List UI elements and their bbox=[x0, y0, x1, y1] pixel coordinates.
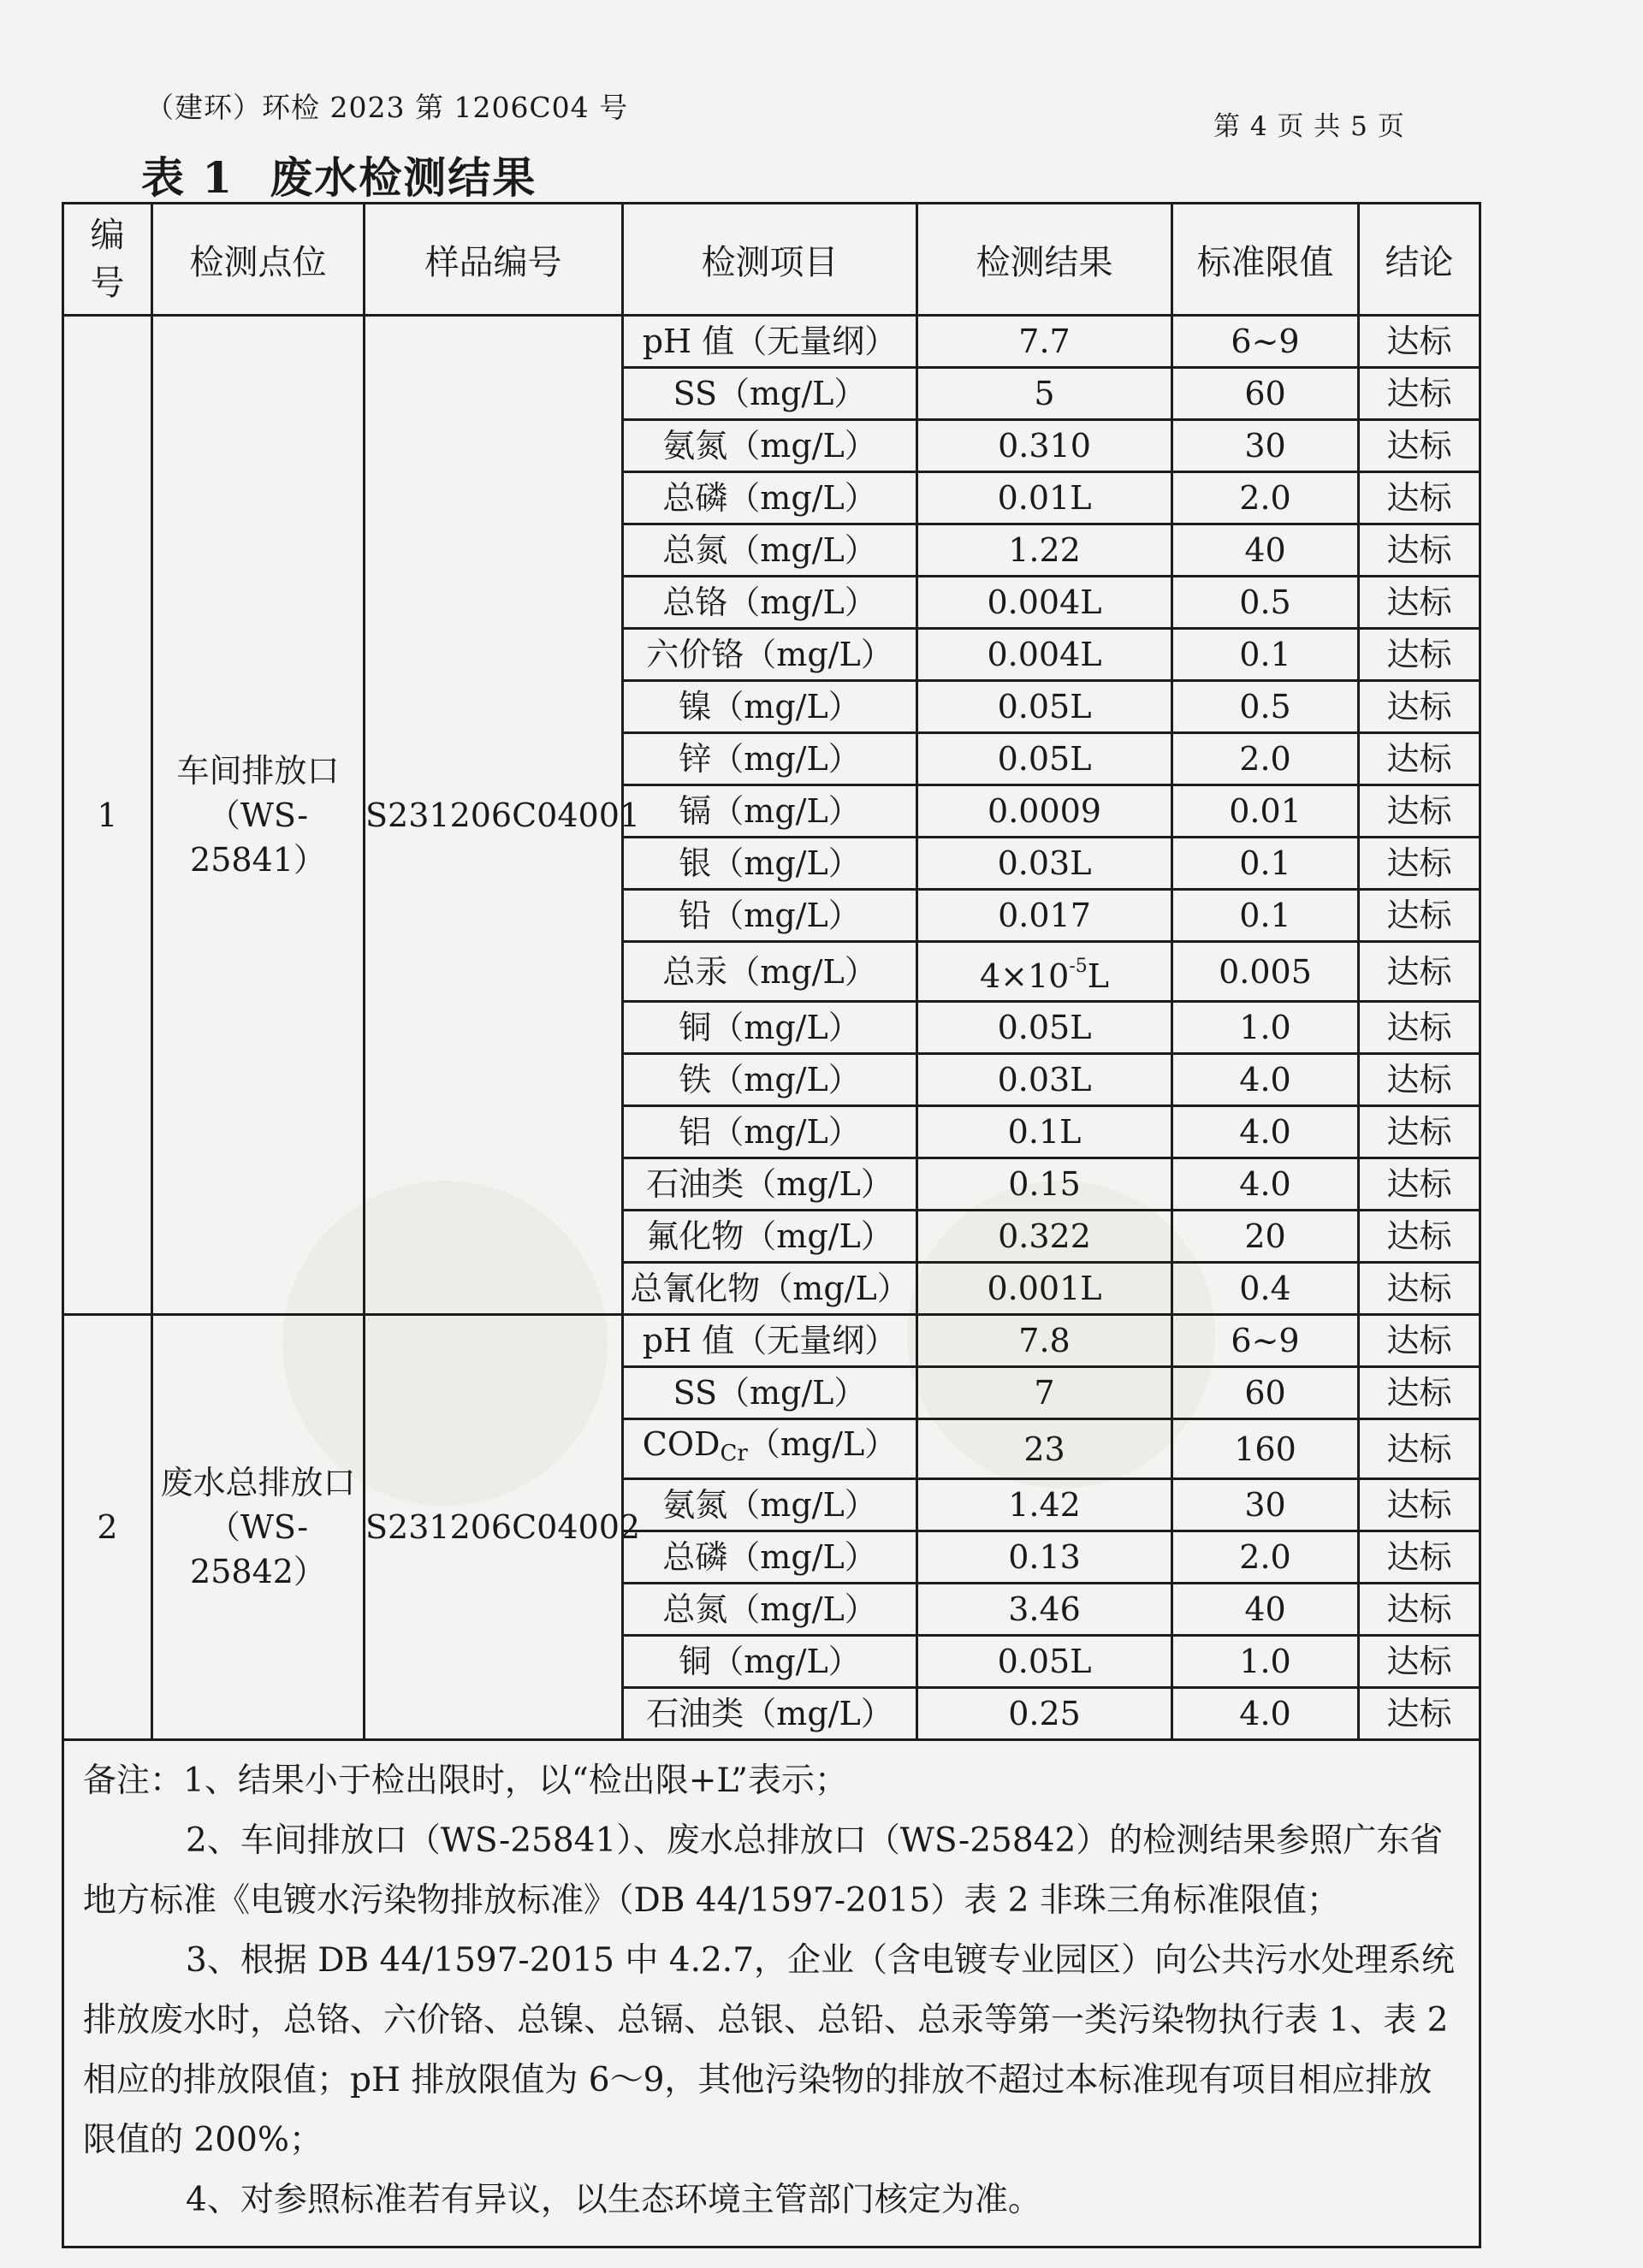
result-suffix: L bbox=[1087, 957, 1110, 995]
standard-limit: 40 bbox=[1172, 524, 1359, 577]
conclusion: 达标 bbox=[1359, 1315, 1480, 1367]
conclusion: 达标 bbox=[1359, 838, 1480, 890]
column-header-no bbox=[63, 204, 152, 316]
test-result: 0.05L bbox=[917, 1002, 1172, 1054]
conclusion: 达标 bbox=[1359, 681, 1480, 733]
standard-limit: 1.0 bbox=[1172, 1002, 1359, 1054]
test-result: 0.05L bbox=[917, 681, 1172, 733]
sample-id: S231206C04001 bbox=[365, 316, 623, 1315]
test-item: 总氮（mg/L） bbox=[623, 524, 917, 577]
test-item: 氟化物（mg/L） bbox=[623, 1211, 917, 1263]
conclusion: 达标 bbox=[1359, 1688, 1480, 1740]
standard-limit: 0.01 bbox=[1172, 785, 1359, 838]
test-item: 总氮（mg/L） bbox=[623, 1584, 917, 1636]
test-item: 铁（mg/L） bbox=[623, 1054, 917, 1106]
conclusion: 达标 bbox=[1359, 942, 1480, 1002]
conclusion: 达标 bbox=[1359, 1106, 1480, 1158]
test-result: 3.46 bbox=[917, 1584, 1172, 1636]
notes-row bbox=[63, 1740, 1480, 2247]
test-item: 铅（mg/L） bbox=[623, 890, 917, 942]
table-row bbox=[63, 1315, 1480, 1367]
test-item: 总铬（mg/L） bbox=[623, 577, 917, 629]
conclusion: 达标 bbox=[1359, 1158, 1480, 1211]
test-item: 银（mg/L） bbox=[623, 838, 917, 890]
column-header-conclusion: 结论 bbox=[1359, 204, 1480, 316]
test-item: SS（mg/L） bbox=[623, 1367, 917, 1419]
standard-limit: 4.0 bbox=[1172, 1688, 1359, 1740]
test-item: 石油类（mg/L） bbox=[623, 1158, 917, 1211]
test-item: 镍（mg/L） bbox=[623, 681, 917, 733]
note-item: 3、根据 DB 44/1597-2015 中 4.2.7，企业（含电镀专业园区）向公共污水处理系统排放废水时，总铬、六价铬、总镍、总镉、总银、总铅、总汞等第一类污染物执行表 1、表 2 相应的排放限值；pH 排放限值为 6～9，其他污染物的排放不超过本标准现有项目相应排放限值的 200%； bbox=[83, 1941, 1456, 2159]
column-header-limit: 标准限值 bbox=[1172, 204, 1359, 316]
conclusion: 达标 bbox=[1359, 733, 1480, 785]
test-result: 7.7 bbox=[917, 316, 1172, 368]
conclusion: 达标 bbox=[1359, 1636, 1480, 1688]
item-main: COD bbox=[642, 1425, 721, 1463]
test-item: 镉（mg/L） bbox=[623, 785, 917, 838]
conclusion: 达标 bbox=[1359, 577, 1480, 629]
test-item: pH 值（无量纲） bbox=[623, 316, 917, 368]
table-row bbox=[63, 316, 1480, 368]
test-result: 0.03L bbox=[917, 1054, 1172, 1106]
conclusion: 达标 bbox=[1359, 1054, 1480, 1106]
standard-limit: 0.005 bbox=[1172, 942, 1359, 1002]
standard-limit: 0.5 bbox=[1172, 681, 1359, 733]
report-number: （建环）环检 2023 第 1206C04 号 bbox=[145, 91, 629, 124]
conclusion: 达标 bbox=[1359, 1211, 1480, 1263]
conclusion: 达标 bbox=[1359, 472, 1480, 524]
table-header-row bbox=[63, 204, 1480, 316]
standard-limit: 4.0 bbox=[1172, 1106, 1359, 1158]
test-result: 0.310 bbox=[917, 420, 1172, 472]
conclusion: 达标 bbox=[1359, 1531, 1480, 1584]
test-result: 0.004L bbox=[917, 577, 1172, 629]
conclusion: 达标 bbox=[1359, 1367, 1480, 1419]
test-result: 0.001L bbox=[917, 1263, 1172, 1315]
conclusion: 达标 bbox=[1359, 1419, 1480, 1479]
standard-limit: 0.1 bbox=[1172, 890, 1359, 942]
sampling-point-name: 车间排放口 bbox=[176, 751, 340, 790]
test-result: 5 bbox=[917, 368, 1172, 420]
standard-limit: 0.1 bbox=[1172, 629, 1359, 681]
sampling-point-code: （WS-25841） bbox=[190, 796, 326, 879]
test-result: 23 bbox=[917, 1419, 1172, 1479]
group-number: 1 bbox=[63, 316, 152, 1315]
test-result: 1.42 bbox=[917, 1479, 1172, 1531]
column-header-point: 检测点位 bbox=[152, 204, 365, 316]
test-item: 总氰化物（mg/L） bbox=[623, 1263, 917, 1315]
test-result: 0.03L bbox=[917, 838, 1172, 890]
test-item: 铝（mg/L） bbox=[623, 1106, 917, 1158]
test-item: 六价铬（mg/L） bbox=[623, 629, 917, 681]
conclusion: 达标 bbox=[1359, 368, 1480, 420]
note-item: 备注：1、结果小于检出限时，以“检出限+L”表示； bbox=[83, 1762, 848, 1800]
results-table bbox=[62, 202, 1481, 2248]
sampling-point bbox=[152, 316, 365, 1315]
test-item: 铜（mg/L） bbox=[623, 1002, 917, 1054]
sample-id: S231206C04002 bbox=[365, 1315, 623, 1740]
test-item: 氨氮（mg/L） bbox=[623, 1479, 917, 1531]
sampling-point-name: 废水总排放口 bbox=[160, 1464, 356, 1501]
item-subscript: Cr bbox=[720, 1441, 748, 1466]
test-result: 0.15 bbox=[917, 1158, 1172, 1211]
conclusion: 达标 bbox=[1359, 316, 1480, 368]
table-title-text: 废水检测结果 bbox=[270, 152, 537, 203]
conclusion: 达标 bbox=[1359, 524, 1480, 577]
standard-limit: 2.0 bbox=[1172, 1531, 1359, 1584]
conclusion: 达标 bbox=[1359, 1002, 1480, 1054]
standard-limit: 160 bbox=[1172, 1419, 1359, 1479]
test-result: 0.004L bbox=[917, 629, 1172, 681]
note-item: 2、车间排放口（WS-25841）、废水总排放口（WS-25842）的检测结果参照广东省地方标准《电镀水污染物排放标准》（DB 44/1597-2015）表 2 非珠三角标准限值； bbox=[83, 1821, 1444, 1920]
test-result: 0.1L bbox=[917, 1106, 1172, 1158]
standard-limit: 30 bbox=[1172, 420, 1359, 472]
conclusion: 达标 bbox=[1359, 1479, 1480, 1531]
test-item: 总磷（mg/L） bbox=[623, 472, 917, 524]
test-result: 0.0009 bbox=[917, 785, 1172, 838]
column-header-sample: 样品编号 bbox=[365, 204, 623, 316]
sampling-point bbox=[152, 1315, 365, 1740]
note-item: 4、对参照标准若有异议，以生态环境主管部门核定为准。 bbox=[186, 2181, 1041, 2219]
conclusion: 达标 bbox=[1359, 1263, 1480, 1315]
test-result: 0.322 bbox=[917, 1211, 1172, 1263]
test-item: 总汞（mg/L） bbox=[623, 942, 917, 1002]
standard-limit: 4.0 bbox=[1172, 1054, 1359, 1106]
page-number: 第 4 页 共 5 页 bbox=[1213, 111, 1405, 142]
standard-limit: 20 bbox=[1172, 1211, 1359, 1263]
standard-limit: 2.0 bbox=[1172, 472, 1359, 524]
standard-limit: 6~9 bbox=[1172, 1315, 1359, 1367]
column-header-result: 检测结果 bbox=[917, 204, 1172, 316]
conclusion: 达标 bbox=[1359, 785, 1480, 838]
test-result: 0.05L bbox=[917, 1636, 1172, 1688]
test-result bbox=[917, 942, 1172, 1002]
conclusion: 达标 bbox=[1359, 420, 1480, 472]
conclusion: 达标 bbox=[1359, 890, 1480, 942]
result-base: 4×10 bbox=[979, 957, 1070, 995]
test-result: 0.13 bbox=[917, 1531, 1172, 1584]
test-result: 7.8 bbox=[917, 1315, 1172, 1367]
standard-limit: 60 bbox=[1172, 1367, 1359, 1419]
group-number: 2 bbox=[63, 1315, 152, 1740]
test-item: 氨氮（mg/L） bbox=[623, 420, 917, 472]
test-result: 0.05L bbox=[917, 733, 1172, 785]
standard-limit: 2.0 bbox=[1172, 733, 1359, 785]
standard-limit: 4.0 bbox=[1172, 1158, 1359, 1211]
test-result: 7 bbox=[917, 1367, 1172, 1419]
test-item: 锌（mg/L） bbox=[623, 733, 917, 785]
notes-cell bbox=[63, 1740, 1480, 2247]
test-item: SS（mg/L） bbox=[623, 368, 917, 420]
test-item: 总磷（mg/L） bbox=[623, 1531, 917, 1584]
standard-limit: 1.0 bbox=[1172, 1636, 1359, 1688]
test-item: pH 值（无量纲） bbox=[623, 1315, 917, 1367]
test-item: 石油类（mg/L） bbox=[623, 1688, 917, 1740]
table-title bbox=[141, 144, 537, 205]
test-item: 铜（mg/L） bbox=[623, 1636, 917, 1688]
standard-limit: 40 bbox=[1172, 1584, 1359, 1636]
standard-limit: 6~9 bbox=[1172, 316, 1359, 368]
test-result: 1.22 bbox=[917, 524, 1172, 577]
conclusion: 达标 bbox=[1359, 1584, 1480, 1636]
sampling-point-code: （WS-25842） bbox=[190, 1508, 326, 1590]
test-result: 0.017 bbox=[917, 890, 1172, 942]
standard-limit: 30 bbox=[1172, 1479, 1359, 1531]
column-header-item: 检测项目 bbox=[623, 204, 917, 316]
result-exponent: -5 bbox=[1069, 956, 1088, 977]
standard-limit: 0.1 bbox=[1172, 838, 1359, 890]
test-result: 0.01L bbox=[917, 472, 1172, 524]
test-item bbox=[623, 1419, 917, 1479]
column-header-no-text: 编号 bbox=[90, 216, 125, 303]
item-unit: （mg/L） bbox=[747, 1425, 898, 1463]
standard-limit: 60 bbox=[1172, 368, 1359, 420]
standard-limit: 0.5 bbox=[1172, 577, 1359, 629]
test-result: 0.25 bbox=[917, 1688, 1172, 1740]
standard-limit: 0.4 bbox=[1172, 1263, 1359, 1315]
conclusion: 达标 bbox=[1359, 629, 1480, 681]
table-number: 表 1 bbox=[141, 152, 234, 203]
red-seal-stamp-edge bbox=[1592, 1010, 1643, 1369]
